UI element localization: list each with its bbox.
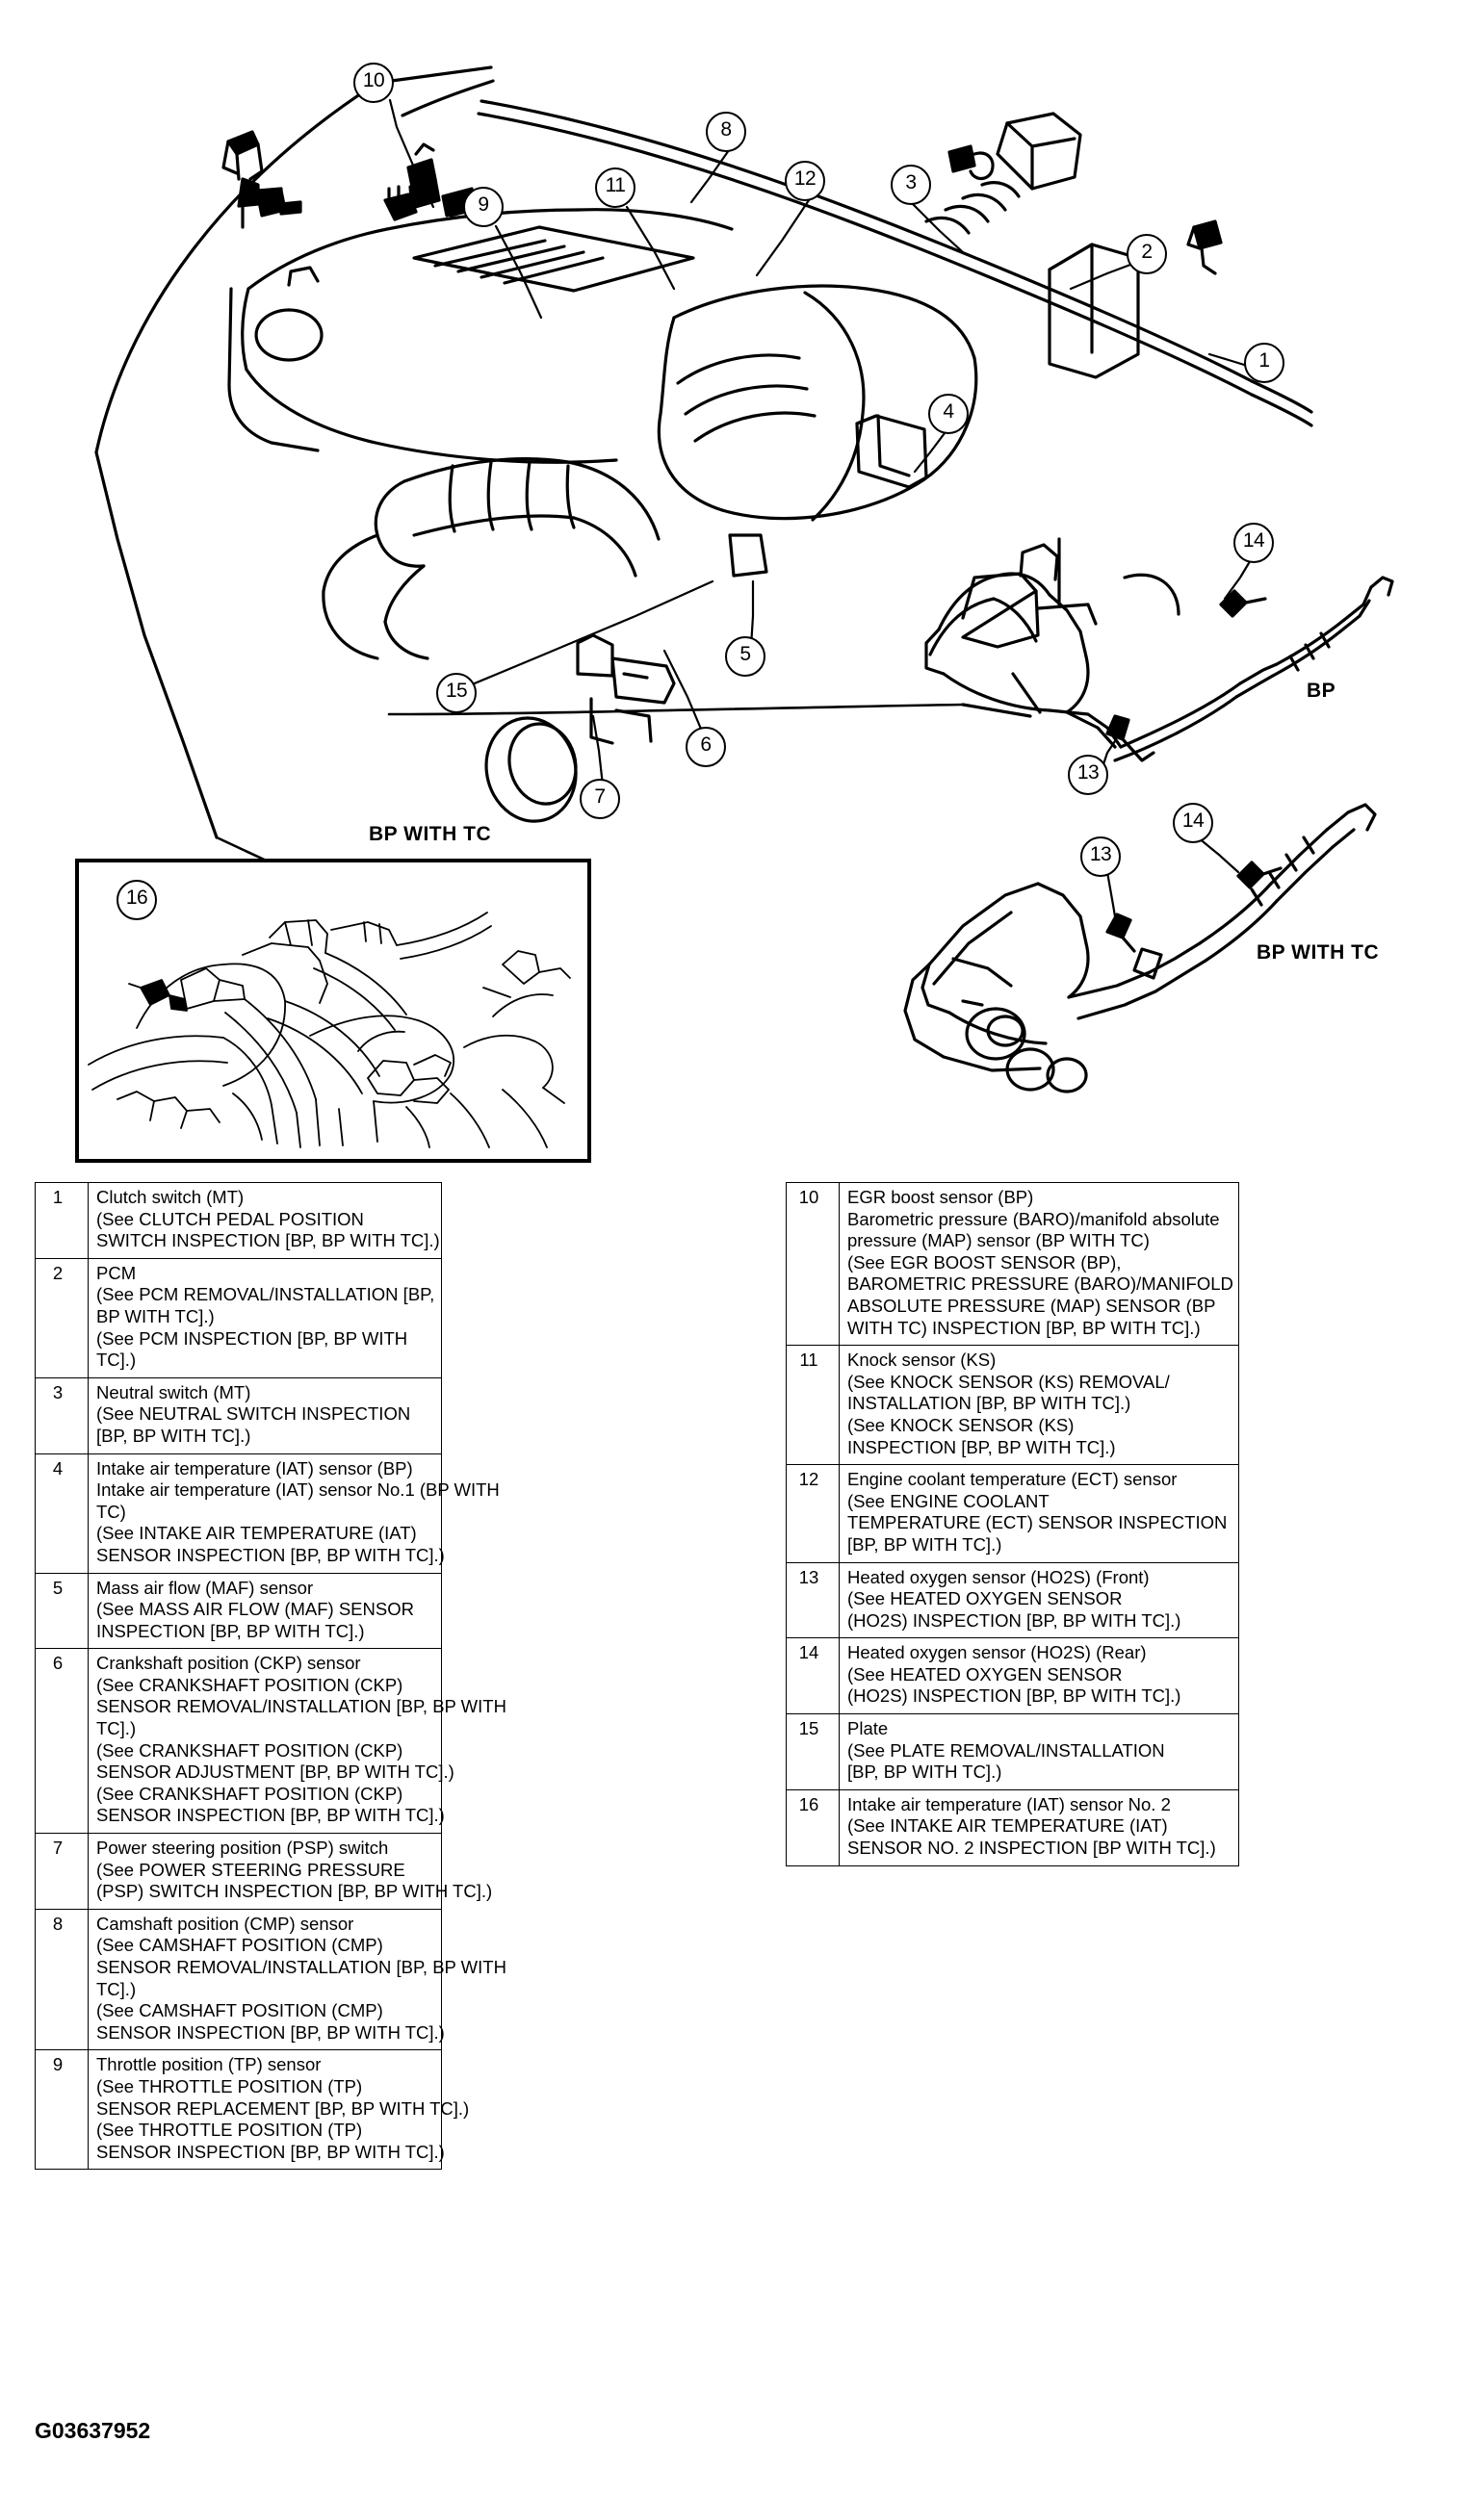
table-row <box>36 1909 442 2050</box>
row-number: 8 <box>36 1909 89 2050</box>
description-line: (See PCM INSPECTION [BP, BP WITH <box>96 1327 408 1349</box>
description-line: (See MASS AIR FLOW (MAF) SENSOR <box>96 1599 414 1620</box>
description-line: (See HEATED OXYGEN SENSOR <box>847 1588 1123 1609</box>
description-line: (See POWER STEERING PRESSURE <box>96 1859 405 1880</box>
description-line: (See THROTTLE POSITION (TP) <box>96 2075 363 2096</box>
row-description <box>840 1562 1239 1638</box>
description-line: TC) <box>96 1501 126 1522</box>
description-line: Throttle position (TP) sensor <box>96 2054 322 2075</box>
description-line: Heated oxygen sensor (HO2S) (Rear) <box>847 1642 1147 1663</box>
row-description <box>840 1714 1239 1790</box>
description-line: (See CAMSHAFT POSITION (CMP) <box>96 2000 383 2021</box>
diagram-label: BP <box>1307 680 1336 702</box>
description-line: (See CRANKSHAFT POSITION (CKP) <box>96 1739 403 1761</box>
description-line: SENSOR NO. 2 INSPECTION [BP WITH TC].) <box>847 1838 1216 1859</box>
callout-bubble-1: 1 <box>1244 343 1284 383</box>
callout-bubble-7: 7 <box>580 779 620 819</box>
description-line: [BP, BP WITH TC].) <box>847 1533 1002 1555</box>
row-description <box>840 1346 1239 1465</box>
description-line: Mass air flow (MAF) sensor <box>96 1577 314 1598</box>
description-line: pressure (MAP) sensor (BP WITH TC) <box>847 1230 1150 1251</box>
description-line: [BP, BP WITH TC].) <box>96 1425 251 1446</box>
row-number: 1 <box>36 1183 89 1259</box>
description-line: Intake air temperature (IAT) sensor No. 2 <box>847 1793 1171 1814</box>
row-number: 5 <box>36 1573 89 1649</box>
callout-bubble-14: 14 <box>1233 523 1274 563</box>
description-line: (PSP) SWITCH INSPECTION [BP, BP WITH TC].) <box>96 1881 493 1902</box>
callout-bubble-15: 15 <box>436 673 477 713</box>
table-row <box>36 2050 442 2170</box>
description-line: Intake air temperature (IAT) sensor (BP) <box>96 1457 413 1479</box>
description-line: TC].) <box>96 1978 137 1999</box>
description-line: (See INTAKE AIR TEMPERATURE (IAT) <box>847 1815 1168 1837</box>
callout-bubble-5: 5 <box>725 636 765 677</box>
description-line: BP WITH TC].) <box>96 1305 215 1326</box>
row-number: 13 <box>787 1562 840 1638</box>
row-description <box>89 1573 442 1649</box>
component-legend-table-left <box>35 1182 506 2170</box>
description-line: Power steering position (PSP) switch <box>96 1838 389 1859</box>
table-row <box>36 1183 442 1259</box>
description-line: SENSOR REMOVAL/INSTALLATION [BP, BP WITH <box>96 1696 506 1717</box>
description-line: Intake air temperature (IAT) sensor No.1 (BP WITH <box>96 1479 500 1501</box>
figure-code: G03637952 <box>35 2418 151 2443</box>
row-number: 10 <box>787 1183 840 1346</box>
description-line: Clutch switch (MT) <box>96 1187 245 1207</box>
table-row <box>787 1789 1239 1865</box>
row-description <box>89 1834 493 1910</box>
description-line: EGR boost sensor (BP) <box>847 1187 1034 1207</box>
engine-sensor-location-diagram <box>0 0 1478 1155</box>
description-line: INSTALLATION [BP, BP WITH TC].) <box>847 1393 1131 1414</box>
description-line: BAROMETRIC PRESSURE (BARO)/MANIFOLD <box>847 1273 1233 1295</box>
description-line: SENSOR INSPECTION [BP, BP WITH TC].) <box>96 2141 445 2162</box>
description-line: SENSOR INSPECTION [BP, BP WITH TC].) <box>96 2021 445 2043</box>
row-number: 4 <box>36 1453 89 1573</box>
table-row <box>36 1453 442 1573</box>
description-line: INSPECTION [BP, BP WITH TC].) <box>847 1436 1116 1457</box>
table-right-body <box>787 1183 1239 1866</box>
row-description <box>840 1789 1239 1865</box>
diagram-label: BP WITH TC <box>1257 941 1380 964</box>
table-row <box>36 1834 442 1910</box>
row-number: 12 <box>787 1465 840 1562</box>
callout-bubble-2: 2 <box>1127 234 1167 274</box>
description-line: Engine coolant temperature (ECT) sensor <box>847 1469 1178 1490</box>
callout-bubble-3: 3 <box>891 165 931 205</box>
callout-bubble-12: 12 <box>785 161 825 201</box>
row-number: 9 <box>36 2050 89 2170</box>
description-line: (See KNOCK SENSOR (KS) REMOVAL/ <box>847 1371 1170 1392</box>
callout-bubble-9: 9 <box>463 187 504 227</box>
table-row <box>36 1377 442 1453</box>
description-line: (HO2S) INSPECTION [BP, BP WITH TC].) <box>847 1609 1181 1631</box>
callout-bubble-13: 13 <box>1068 755 1108 795</box>
table-row <box>787 1714 1239 1790</box>
description-line: [BP, BP WITH TC].) <box>847 1761 1002 1783</box>
description-line: SENSOR REPLACEMENT [BP, BP WITH TC].) <box>96 2097 470 2119</box>
description-line: (See PLATE REMOVAL/INSTALLATION <box>847 1739 1165 1761</box>
description-line: (See CRANKSHAFT POSITION (CKP) <box>96 1783 403 1804</box>
description-line: SENSOR ADJUSTMENT [BP, BP WITH TC].) <box>96 1761 454 1783</box>
table-row <box>787 1638 1239 1714</box>
description-line: SWITCH INSPECTION [BP, BP WITH TC].) <box>96 1230 440 1251</box>
callout-bubble-16: 16 <box>117 880 157 920</box>
callout-bubble-14: 14 <box>1173 803 1213 843</box>
description-line: Barometric pressure (BARO)/manifold absolute <box>847 1208 1220 1229</box>
row-description <box>840 1638 1239 1714</box>
row-description <box>89 1649 506 1834</box>
row-number: 7 <box>36 1834 89 1910</box>
row-number: 2 <box>36 1258 89 1377</box>
description-line: (See CAMSHAFT POSITION (CMP) <box>96 1935 383 1956</box>
table-row <box>787 1346 1239 1465</box>
table-row <box>36 1649 442 1834</box>
row-description <box>89 1377 442 1453</box>
description-line: Heated oxygen sensor (HO2S) (Front) <box>847 1566 1150 1587</box>
callout-bubble-8: 8 <box>706 112 746 152</box>
component-legend-table-right <box>786 1182 1239 1866</box>
callout-bubble-13: 13 <box>1080 836 1121 877</box>
description-line: Knock sensor (KS) <box>847 1350 997 1371</box>
row-description <box>89 1909 506 2050</box>
callout-bubble-6: 6 <box>686 727 726 767</box>
row-description <box>840 1465 1239 1562</box>
table-row <box>787 1183 1239 1346</box>
description-line: (See PCM REMOVAL/INSTALLATION [BP, <box>96 1284 435 1305</box>
row-description <box>840 1183 1239 1346</box>
row-description <box>89 1453 500 1573</box>
description-line: SENSOR INSPECTION [BP, BP WITH TC].) <box>96 1805 445 1826</box>
row-number: 11 <box>787 1346 840 1465</box>
description-line: (See INTAKE AIR TEMPERATURE (IAT) <box>96 1523 417 1544</box>
description-line: WITH TC) INSPECTION [BP, BP WITH TC].) <box>847 1317 1201 1338</box>
description-line: (See KNOCK SENSOR (KS) <box>847 1414 1075 1435</box>
description-line: INSPECTION [BP, BP WITH TC].) <box>96 1620 365 1641</box>
diagram-label: BP WITH TC <box>369 823 492 845</box>
row-number: 15 <box>787 1714 840 1790</box>
description-line: (HO2S) INSPECTION [BP, BP WITH TC].) <box>847 1685 1181 1707</box>
row-number: 16 <box>787 1789 840 1865</box>
description-line: SENSOR REMOVAL/INSTALLATION [BP, BP WITH <box>96 1957 506 1977</box>
description-line: (See CLUTCH PEDAL POSITION <box>96 1208 364 1229</box>
table-row <box>36 1573 442 1649</box>
description-line: TC].) <box>96 1718 137 1739</box>
description-line: (See HEATED OXYGEN SENSOR <box>847 1663 1123 1684</box>
description-line: SENSOR INSPECTION [BP, BP WITH TC].) <box>96 1544 445 1565</box>
table-left-body <box>36 1183 506 2170</box>
callout-bubble-10: 10 <box>353 63 394 103</box>
description-line: Camshaft position (CMP) sensor <box>96 1913 354 1934</box>
row-number: 3 <box>36 1377 89 1453</box>
table-row <box>787 1562 1239 1638</box>
description-line: PCM <box>96 1262 137 1283</box>
row-number: 14 <box>787 1638 840 1714</box>
description-line: (See EGR BOOST SENSOR (BP), <box>847 1251 1122 1273</box>
description-line: ABSOLUTE PRESSURE (MAP) SENSOR (BP <box>847 1295 1216 1316</box>
description-line: TEMPERATURE (ECT) SENSOR INSPECTION <box>847 1512 1228 1533</box>
row-description <box>89 1183 442 1259</box>
row-description <box>89 2050 470 2170</box>
description-line: (See NEUTRAL SWITCH INSPECTION <box>96 1403 411 1425</box>
callout-bubble-11: 11 <box>595 167 635 208</box>
row-description <box>89 1258 442 1377</box>
table-row <box>787 1465 1239 1562</box>
description-line: Neutral switch (MT) <box>96 1381 251 1402</box>
table-row <box>36 1258 442 1377</box>
description-line: Crankshaft position (CKP) sensor <box>96 1653 361 1674</box>
row-number: 6 <box>36 1649 89 1834</box>
callout-bubble-4: 4 <box>928 394 969 434</box>
description-line: TC].) <box>96 1350 137 1371</box>
description-line: (See THROTTLE POSITION (TP) <box>96 2120 363 2141</box>
description-line: (See CRANKSHAFT POSITION (CKP) <box>96 1674 403 1695</box>
description-line: (See ENGINE COOLANT <box>847 1490 1050 1511</box>
description-line: Plate <box>847 1718 889 1739</box>
